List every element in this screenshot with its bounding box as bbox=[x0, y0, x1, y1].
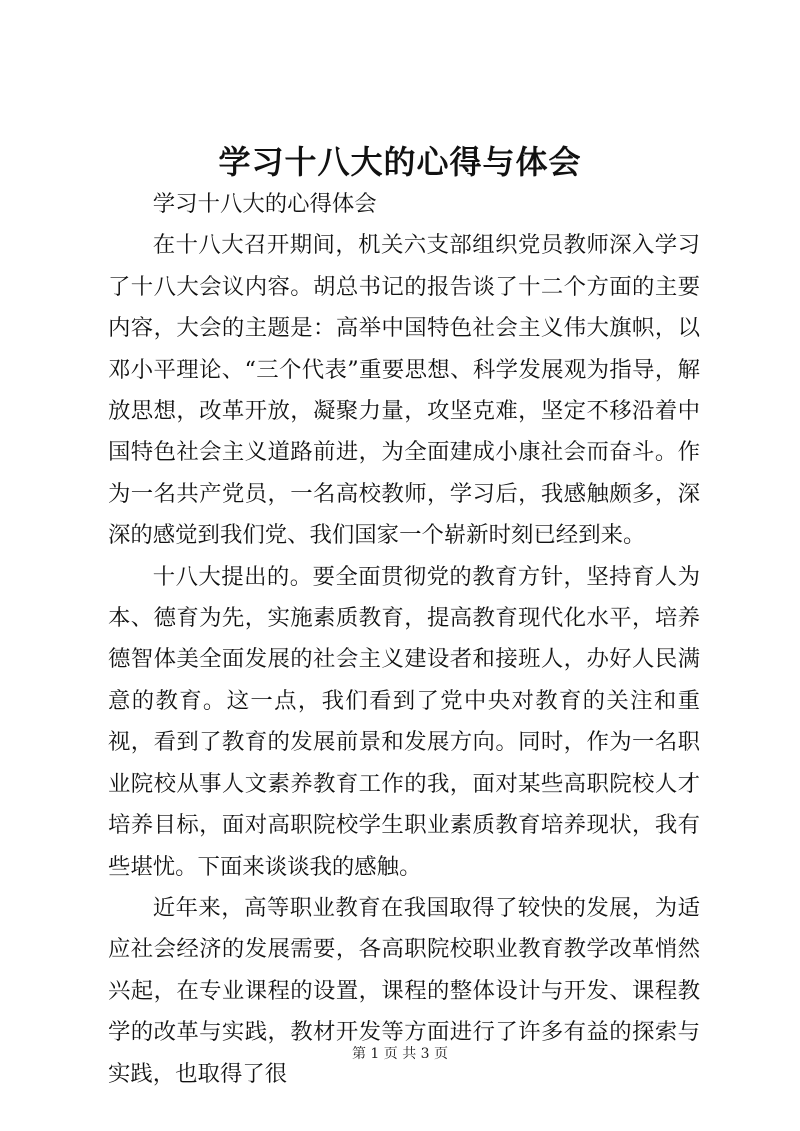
document-body bbox=[108, 184, 700, 1095]
body-paragraph: 在十八大召开期间，机关六支部组织党员教师深入学习了十八大会议内容。胡总书记的报告谈了十二个方面的主要内容，大会的主题是：高举中国特色社会主义伟大旗帜，以邓小平理论、“三个代表”重要思想、科学发展观为指导，解放思想，改革开放，凝聚力量，攻坚克难，坚定不移沿着中国特色社会主义道路前进，为全面建成小康社会而奋斗。作为一名共产党员，一名高校教师，学习后，我感触颇多，深深的感觉到我们党、我们国家一个崭新时刻已经到来。 bbox=[108, 232, 700, 549]
body-paragraph: 十八大提出的。要全面贯彻党的教育方针，坚持育人为本、德育为先，实施素质教育，提高教育现代化水平，培养德智体美全面发展的社会主义建设者和接班人，办好人民满意的教育。这一点，我们看到了党中央对教育的关注和重视，看到了教育的发展前景和发展方向。同时，作为一名职业院校从事人文素养教育工作的我，面对某些高职院校人才培养目标，面对高职院校学生职业素质教育培养现状，我有些堪忧。下面来谈谈我的感触。 bbox=[108, 563, 700, 880]
body-paragraph: 近年来，高等职业教育在我国取得了较快的发展，为适应社会经济的发展需要，各高职院校职业教育教学改革悄然兴起，在专业课程的设置，课程的整体设计与开发、课程教学的改革与实践，教材开发等方面进行了许多有益的探索与实践，也取得了很 bbox=[108, 894, 700, 1087]
document-title: 学习十八大的心得与体会 bbox=[218, 143, 582, 181]
subtitle-paragraph: 学习十八大的心得体会 bbox=[152, 191, 377, 217]
page-footer: 第 1 页 共 3 页 bbox=[351, 1046, 449, 1062]
